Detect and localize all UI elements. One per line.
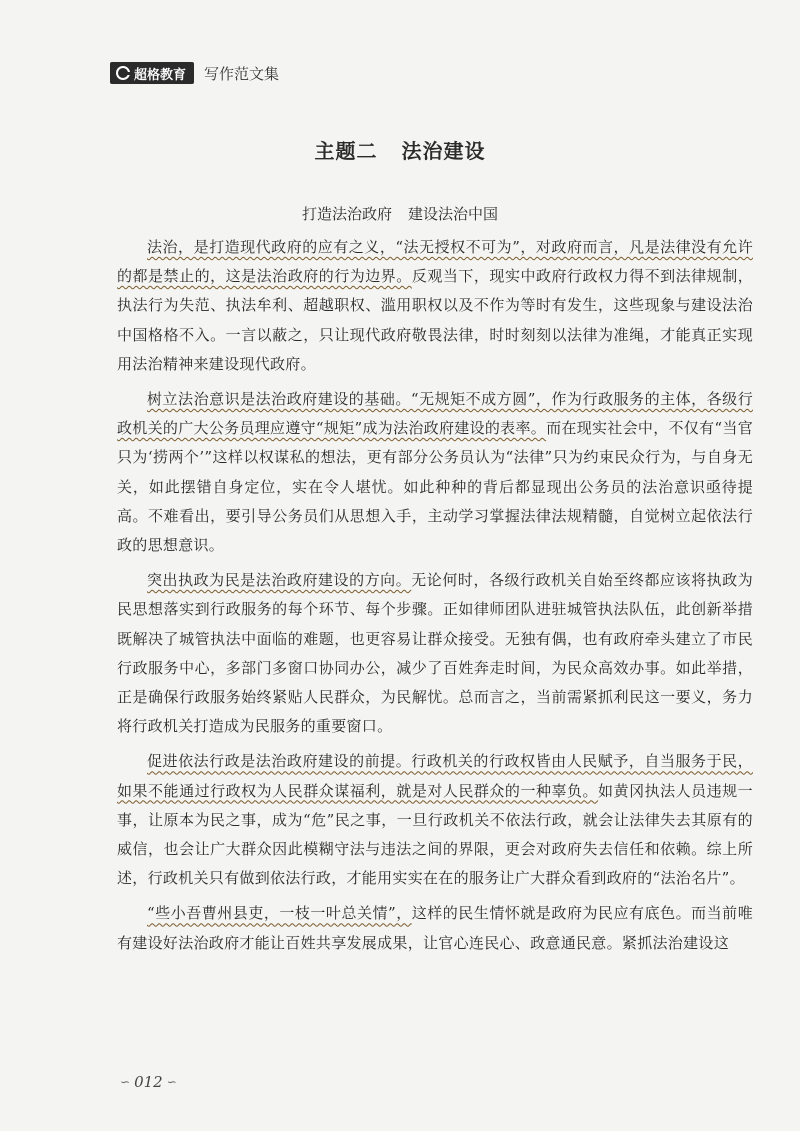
page-footer [120,1073,177,1091]
essay-title [0,203,800,224]
collection-title: 写作范文集 [204,64,280,83]
essay-title-part2: 建设法治中国 [408,205,499,223]
essay-body [117,233,753,958]
swirl-ornament-icon: ∽ [166,1075,177,1089]
paragraph-text: 反观当下，现实中政府行政权力得不到法律规制，执法行为失范、执法牟利、超越职权、滥用职权以及不作为等时有发生，这些现象与建设法治中国格格不入。一言以蔽之，只让现代政府敬畏法律，时时刻刻以法律为准绳，才能真正实现用法治精神来建设现代政府。 [117,267,754,373]
swirl-ornament-icon: ∽ [120,1075,131,1089]
paragraph-5 [117,899,753,957]
paragraph-text: 而在现实社会中，不仅有“当官只为‘捞两个’”这样以权谋私的想法，更有部分公务员认为“法律”只为约束民众行为，与自身无关，如此摆错自身定位，实在令人堪忧。如此种种的背后都显现出公务员的法治意识亟待提高。不难看出，要引导公务员们从思想入手，主动学习掌握法律法规精髓，自觉树立起依法行政的思想意识。 [117,419,753,555]
brand-name: 超格教育 [134,67,187,83]
page-number: 012 [134,1073,163,1091]
page-header [110,62,279,84]
brand-logo-icon [116,66,130,80]
underlined-text: 法治，是打造现代政府的应有之义，“法无授权不可为”，对政府而言，凡是法律没有允许的都是禁止的，这是法治政府的行为边界。 [117,238,753,286]
underlined-text: “些小吾曹州县吏，一枝一叶总关情”， [147,904,412,923]
paragraph-text: 这样的民生情怀就是政府为民应有底色。而当前唯有建设好法治政府才能让百姓共享发展成果，让官心连民心、政意通民意。紧抓法治建设这 [117,904,753,952]
title-theme: 主题二 [314,139,378,163]
paragraph-text: 无论何时，各级行政机关自始至终都应该将执政为民思想落实到行政服务的每个环节、每个步骤。正如律师团队进驻城管执法队伍，此创新举措既解决了城管执法中面临的难题，也更容易让群众接受。无独有偶，也有政府牵头建立了市民行政服务中心，多部门多窗口协同办公，减少了百姓奔走时间，为民众高效办事。如此举措，正是确保行政服务始终紧贴人民群众，为民解忧。总而言之，当前需紧抓利民这一要义，务力将行政机关打造成为民服务的重要窗口。 [117,571,753,736]
brand-logo [110,62,194,84]
essay-title-part1: 打造法治政府 [301,205,392,223]
paragraph-3 [117,566,753,741]
page-title [0,135,800,164]
paragraph-1 [117,233,753,379]
underlined-text: 树立法治意识是法治政府建设的基础。“无规矩不成方圆”，作为行政服务的主体，各级行政机关的广大公务员理应遵守“规矩”成为法治政府建设的表率。 [117,390,753,438]
underlined-text: 突出执政为民是法治政府建设的方向。 [147,571,412,590]
paragraph-4 [117,747,753,893]
title-topic: 法治建设 [401,139,486,163]
underlined-text: 促进依法行政是法治政府建设的前提。行政机关的行政权皆由人民赋予，自当服务于民，如果不能通过行政权为人民群众谋福利，就是对人民群众的一种辜负。 [117,752,753,800]
paragraph-2 [117,385,753,560]
paragraph-text: 如黄冈执法人员违规一事，让原本为民之事，成为“危”民之事，一旦行政机关不依法行政，就会让法律失去其原有的威信，也会让广大群众因此模糊守法与违法之间的界限，更会对政府失去信任和依赖。综上所述，行政机关只有做到依法行政，才能用实实在在的服务让广大群众看到政府的“法治名片”。 [117,781,753,888]
